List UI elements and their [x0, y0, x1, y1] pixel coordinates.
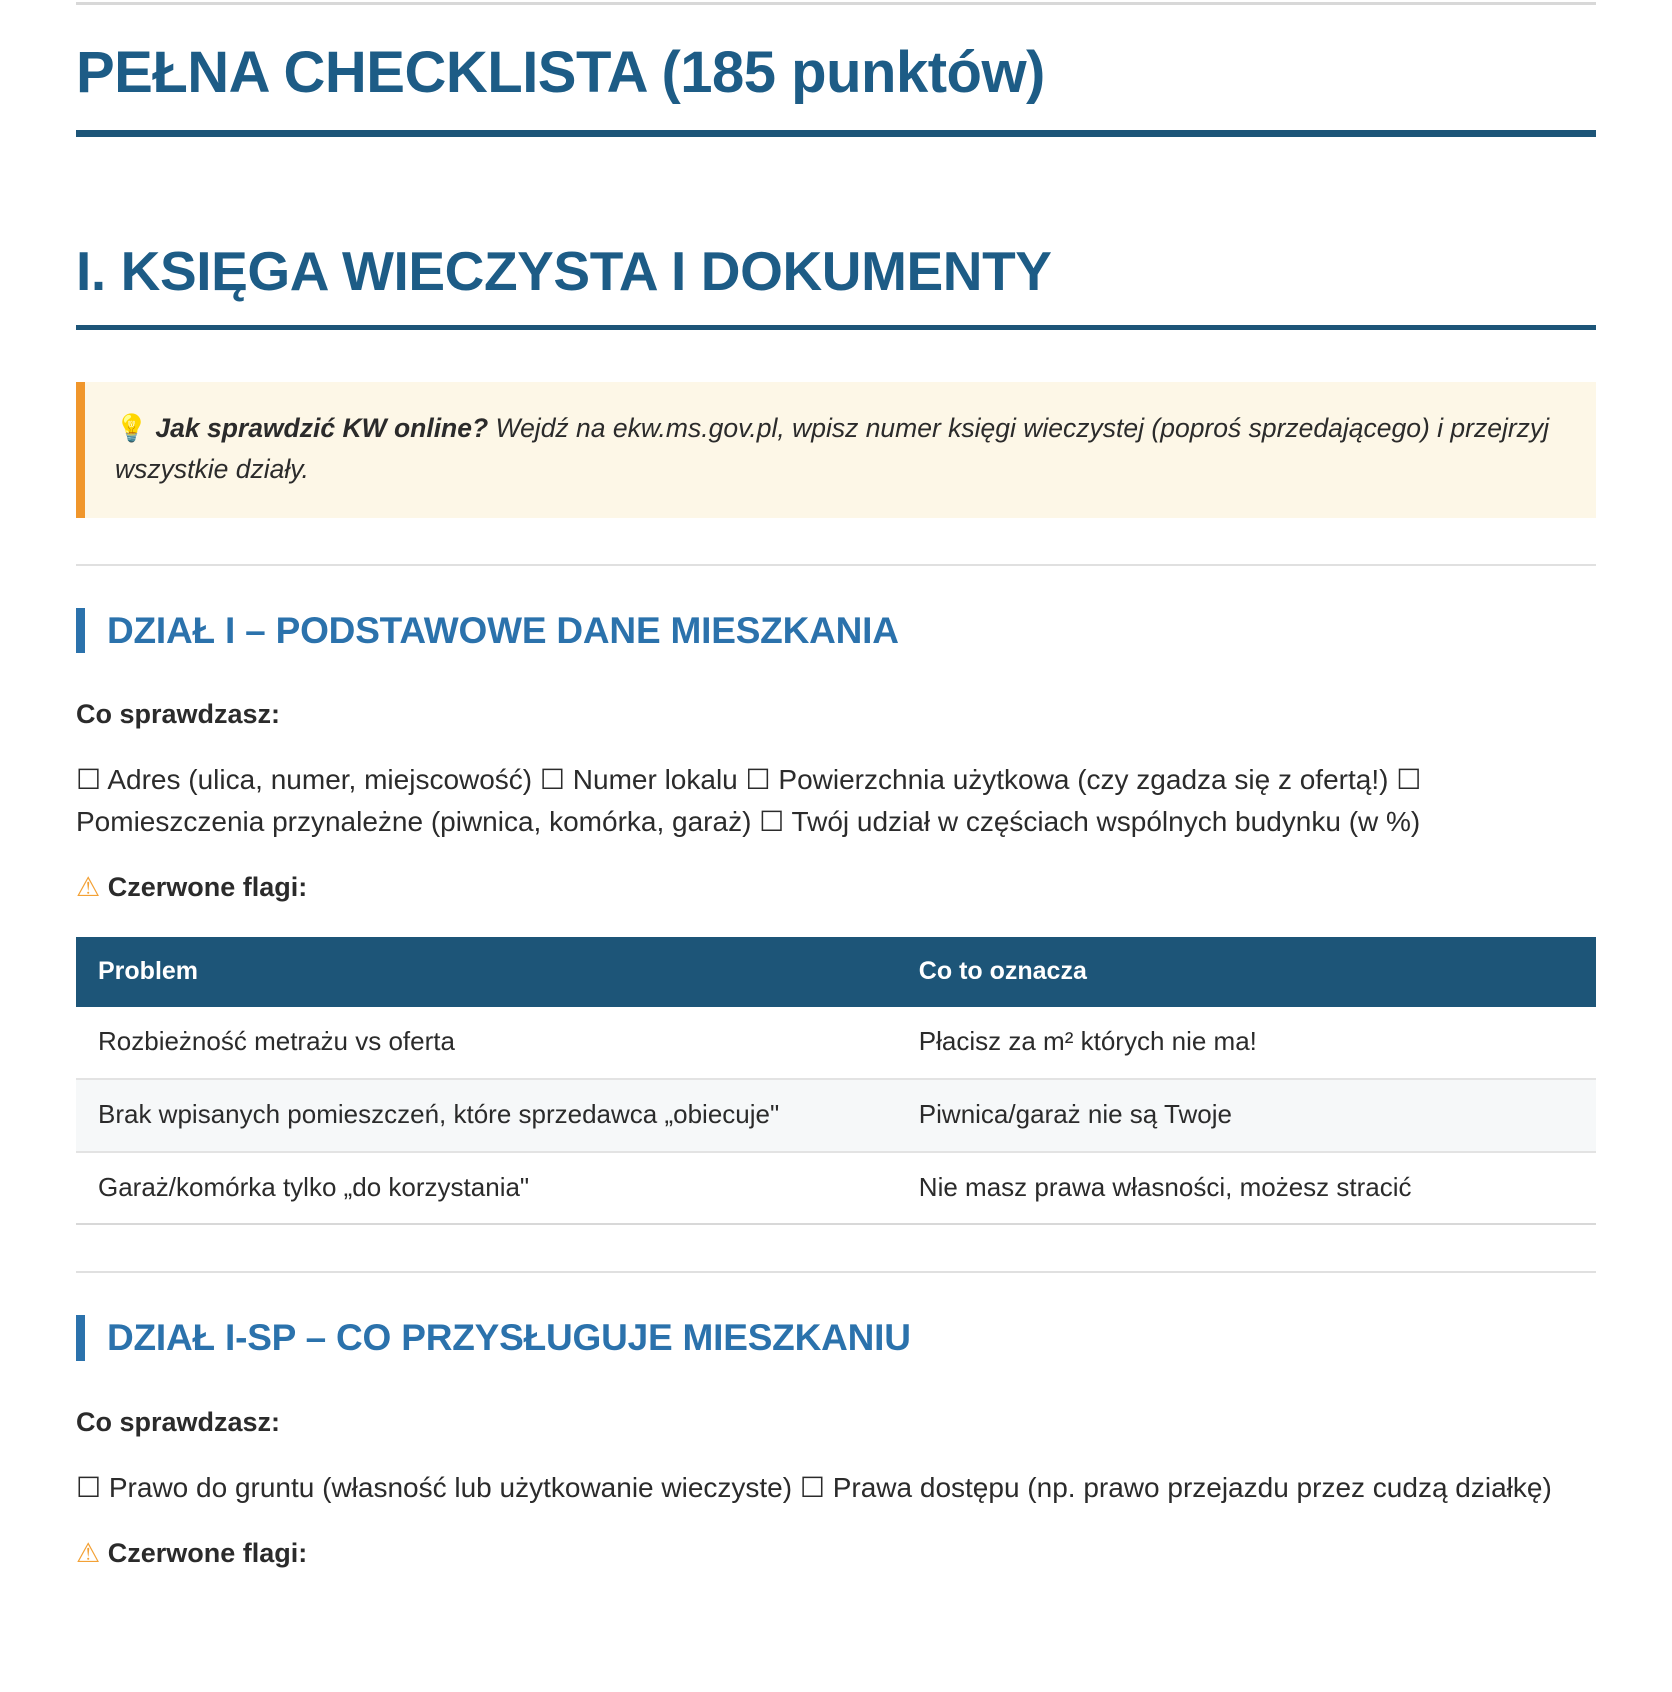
section-title: DZIAŁ I – PODSTAWOWE DANE MIESZKANIA: [107, 609, 899, 651]
flags-label-text: Czerwone flagi:: [107, 1537, 308, 1568]
table-cell-problem: Garaż/komórka tylko „do korzystania": [76, 1152, 897, 1225]
section-heading-dzial-i-sp: [76, 1315, 1596, 1360]
tip-question: Jak sprawdzić KW online?: [155, 412, 489, 443]
part-title: I. KSIĘGA WIECZYSTA I DOKUMENTY: [76, 241, 1596, 330]
section-heading-dzial-i: [76, 608, 1596, 653]
tip-body: Wejdź na ekw.ms.gov.pl, wpisz numer księgi wieczystej (poproś sprzedającego) i przejrzyj wszystkie działy.: [115, 412, 1550, 484]
tip-callout: [76, 382, 1596, 518]
table-row: [76, 1007, 1596, 1079]
red-flags-table-1: [76, 937, 1596, 1225]
table-header-row: [76, 937, 1596, 1007]
warning-icon: ⚠: [76, 871, 101, 902]
table-cell-problem: Rozbieżność metrażu vs oferta: [76, 1007, 897, 1079]
table-cell-meaning: Płacisz za m² których nie ma!: [897, 1007, 1596, 1079]
top-divider: [76, 2, 1596, 5]
label-co-sprawdzasz-2: Co sprawdzasz:: [76, 1406, 281, 1437]
warning-icon: ⚠: [76, 1537, 101, 1568]
section-accent-bar: [76, 1315, 85, 1360]
table-row: [76, 1152, 1596, 1225]
table-cell-problem: Brak wpisanych pomieszczeń, które sprzedawca „obiecuje": [76, 1079, 897, 1152]
table-cell-meaning: Nie masz prawa własności, możesz stracić: [897, 1152, 1596, 1225]
table-header-meaning: Co to oznacza: [897, 937, 1596, 1007]
section-divider-1: [76, 564, 1596, 566]
table-header-problem: Problem: [76, 937, 897, 1007]
checklist-text-2: ☐ Prawo do gruntu (własność lub użytkowanie wieczyste) ☐ Prawa dostępu (np. prawo przejazdu przez cudzą działkę): [76, 1471, 1552, 1503]
table-row: [76, 1079, 1596, 1152]
label-czerwone-flagi-2: [76, 1536, 1596, 1571]
section-divider-2: [76, 1271, 1596, 1273]
section-title: DZIAŁ I-SP – CO PRZYSŁUGUJE MIESZKANIU: [107, 1317, 911, 1359]
section-accent-bar: [76, 608, 85, 653]
flags-label-text: Czerwone flagi:: [107, 871, 308, 902]
label-czerwone-flagi-1: [76, 870, 1596, 905]
label-co-sprawdzasz-1: Co sprawdzasz:: [76, 698, 281, 729]
checklist-text-1: ☐ Adres (ulica, numer, miejscowość) ☐ Numer lokalu ☐ Powierzchnia użytkowa (czy zgadza się z ofertą!) ☐ Pomieszczenia przynależne (piwnica, komórka, garaż) ☐ Twój udział w częściach wspólnych budynku (w %): [76, 763, 1422, 837]
page-title: PEŁNA CHECKLISTA (185 punktów): [76, 41, 1596, 137]
lightbulb-icon: 💡: [115, 412, 148, 443]
table-cell-meaning: Piwnica/garaż nie są Twoje: [897, 1079, 1596, 1152]
